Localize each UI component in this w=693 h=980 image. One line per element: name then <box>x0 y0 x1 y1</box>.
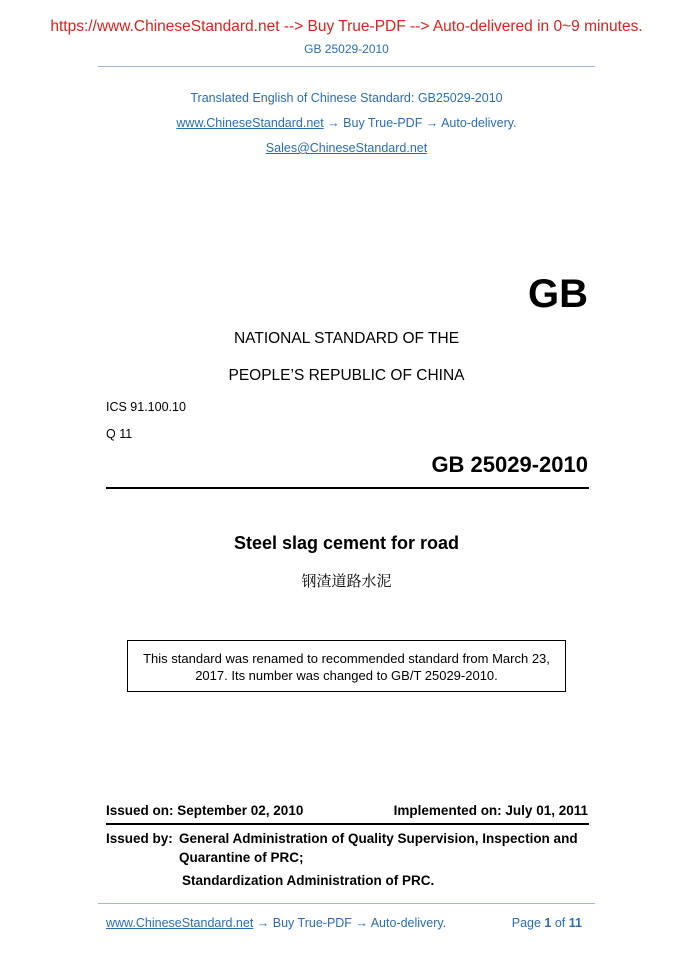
rename-notice-box <box>127 640 566 692</box>
title-chinese: 钢渣道路水泥 <box>301 572 392 590</box>
page-of: of <box>554 916 566 930</box>
footer-site-link[interactable]: www.ChineseStandard.net <box>106 916 254 930</box>
footer-divider <box>98 903 595 904</box>
page-current: 1 <box>544 916 552 930</box>
page-indicator <box>512 916 582 930</box>
page-total: 11 <box>568 916 582 930</box>
page-label: Page <box>511 916 541 930</box>
national-standard-line2: PEOPLE’S REPUBLIC OF CHINA <box>228 367 465 384</box>
standard-number: GB 25029-2010 <box>431 452 588 477</box>
site-link[interactable]: www.ChineseStandard.net <box>176 116 324 130</box>
top-banner-link[interactable]: https://www.ChineseStandard.net --> Buy True-PDF --> Auto-delivered in 0~9 minutes. <box>50 18 643 35</box>
footer-site-line <box>106 916 446 930</box>
issued-on: Issued on: September 02, 2010 <box>106 803 304 818</box>
footer-site-suffix: → Buy True-PDF → Auto-delivery. <box>253 916 447 930</box>
issued-by-line3: Standardization Administration of PRC. <box>182 873 435 888</box>
site-suffix: → Buy True-PDF → Auto-delivery. <box>323 116 517 130</box>
q-code: Q 11 <box>106 427 133 441</box>
gb-logo: GB <box>528 272 588 316</box>
ics-code: ICS 91.100.10 <box>106 400 186 414</box>
standard-number-rule <box>106 487 589 489</box>
title-english: Steel slag cement for road <box>233 533 460 553</box>
intro-site-line <box>0 116 693 130</box>
national-standard-line1: NATIONAL STANDARD OF THE <box>233 330 460 347</box>
issued-by-label: Issued by: <box>106 831 173 846</box>
rename-notice-line2: 2017. Its number was changed to GB/T 25029-2010. <box>195 668 498 683</box>
header-divider <box>98 66 595 67</box>
translated-title: Translated English of Chinese Standard: GB25029-2010 <box>190 91 503 105</box>
rename-notice-line1: This standard was renamed to recommended standard from March 23, <box>143 651 550 666</box>
issued-rule <box>106 823 589 825</box>
email-link[interactable]: Sales@ChineseStandard.net <box>265 141 428 155</box>
issued-by-line1: General Administration of Quality Supervision, Inspection and <box>179 831 578 846</box>
header-standard-code: GB 25029-2010 <box>304 42 389 56</box>
email-line <box>0 141 693 155</box>
issued-by-line2: Quarantine of PRC; <box>179 850 304 865</box>
implemented-on: Implemented on: July 01, 2011 <box>393 803 588 818</box>
